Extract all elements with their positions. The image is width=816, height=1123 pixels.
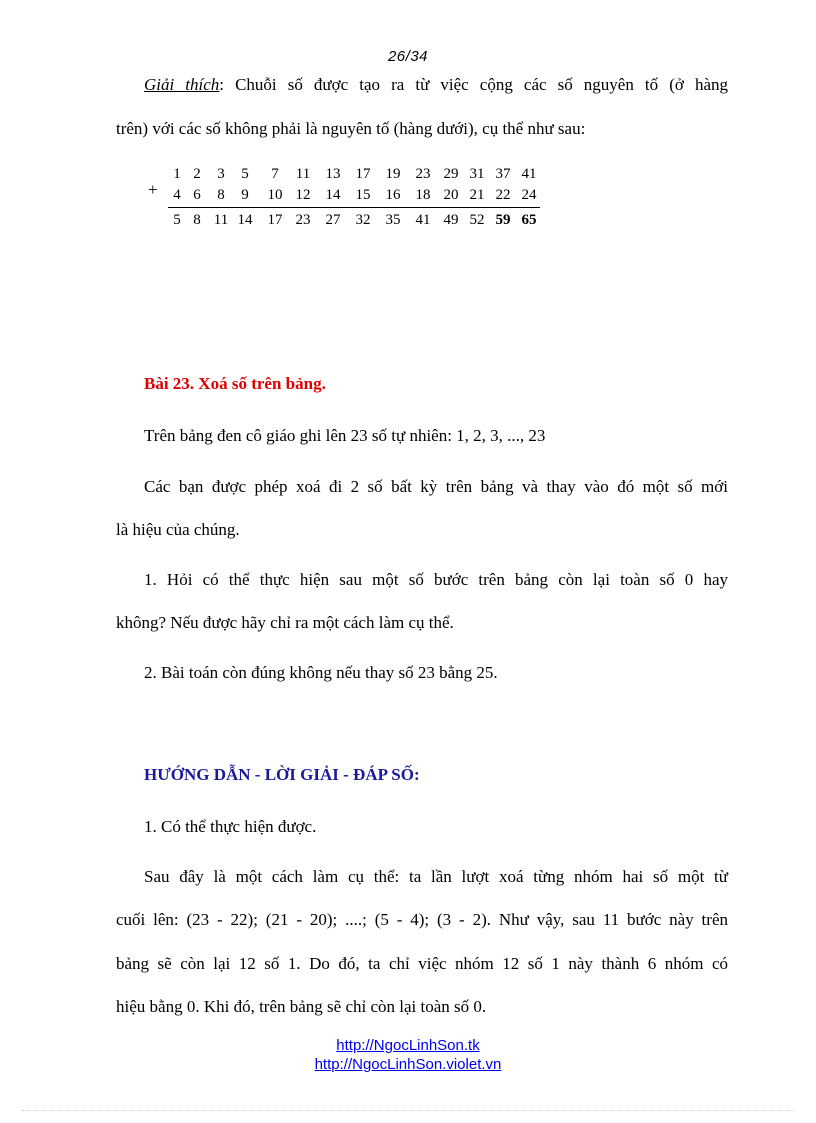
non-prime-cell: 4 — [173, 187, 181, 203]
prime-cell: 1 — [173, 166, 181, 182]
question-1-line-2: không? Nếu được hãy chỉ ra một cách làm cụ thể. — [116, 613, 454, 632]
solution-heading: HƯỚNG DẪN - LỜI GIẢI - ĐÁP SỐ: — [144, 765, 420, 784]
prime-cell: 37 — [495, 166, 511, 182]
sum-cell: 23 — [295, 212, 311, 228]
non-prime-cell: 18 — [415, 187, 431, 203]
sum-divider — [168, 207, 540, 208]
footer-divider — [22, 1110, 794, 1111]
sum-cell: 35 — [385, 212, 401, 228]
problem-paragraph-1: Trên bảng đen cô giáo ghi lên 23 số tự nhiên: 1, 2, 3, ..., 23 — [144, 426, 546, 445]
sum-cell: 49 — [443, 212, 459, 228]
sum-cell: 41 — [415, 212, 431, 228]
page-number: 26/34 — [387, 48, 429, 65]
non-prime-cell: 15 — [355, 187, 371, 203]
prime-cell: 19 — [385, 166, 401, 182]
footer-links — [0, 1036, 816, 1074]
prime-cell: 41 — [521, 166, 537, 182]
solution-paragraph-line-1: Sau đây là một cách làm cụ thể: ta lần lượt xoá từng nhóm hai số một từ — [144, 867, 728, 886]
explanation-text-1: : Chuỗi số được tạo ra từ việc cộng các số nguyên tố (ở hàng — [219, 75, 728, 94]
explanation-label: Giải thích — [144, 75, 220, 94]
sum-cell: 11 — [213, 212, 229, 228]
prime-cell: 5 — [241, 166, 249, 182]
footer-link-tk[interactable]: http://NgocLinhSon.tk — [336, 1037, 480, 1054]
sum-cell: 27 — [325, 212, 341, 228]
question-1-line-1: 1. Hỏi có thể thực hiện sau một số bước trên bảng còn lại toàn số 0 hay — [144, 570, 728, 589]
prime-cell: 31 — [469, 166, 485, 182]
problem-paragraph-2-line-1: Các bạn được phép xoá đi 2 số bất kỳ trên bảng và thay vào đó một số mới — [144, 477, 728, 496]
prime-cell: 11 — [295, 166, 311, 182]
non-prime-cell: 6 — [193, 187, 201, 203]
sum-cell: 59 — [495, 212, 511, 228]
prime-cell: 17 — [355, 166, 371, 182]
non-prime-cell: 20 — [443, 187, 459, 203]
solution-paragraph-line-4: hiệu bằng 0. Khi đó, trên bảng sẽ chỉ còn lại toàn số 0. — [116, 997, 487, 1016]
explanation-line-1 — [116, 75, 728, 95]
non-prime-cell: 9 — [241, 187, 249, 203]
non-prime-cell: 10 — [267, 187, 283, 203]
question-2: 2. Bài toán còn đúng không nếu thay số 23 bằng 25. — [144, 663, 498, 682]
sum-cell: 52 — [469, 212, 485, 228]
sum-cell: 65 — [521, 212, 537, 228]
footer-link-violet[interactable]: http://NgocLinhSon.violet.vn — [314, 1056, 502, 1073]
problem-title: Bài 23. Xoá số trên bảng. — [144, 374, 326, 393]
sum-cell: 17 — [267, 212, 283, 228]
explanation-line-2: trên) với các số không phải là nguyên tố (hàng dưới), cụ thể như sau: — [116, 119, 586, 138]
prime-cell: 3 — [217, 166, 225, 182]
non-prime-cell: 8 — [217, 187, 225, 203]
prime-cell: 13 — [325, 166, 341, 182]
prime-cell: 29 — [443, 166, 459, 182]
plus-operator: + — [148, 180, 158, 199]
sum-cell: 5 — [173, 212, 181, 228]
non-prime-cell: 12 — [295, 187, 311, 203]
solution-paragraph-line-3: bảng sẽ còn lại 12 số 1. Do đó, ta chỉ việc nhóm 12 số 1 này thành 6 nhóm có — [116, 954, 728, 973]
solution-step-1: 1. Có thể thực hiện được. — [144, 817, 317, 836]
non-prime-cell: 16 — [385, 187, 401, 203]
non-prime-cell: 22 — [495, 187, 511, 203]
prime-cell: 23 — [415, 166, 431, 182]
prime-cell: 2 — [193, 166, 201, 182]
sum-cell: 32 — [355, 212, 371, 228]
non-prime-cell: 14 — [325, 187, 341, 203]
non-prime-cell: 21 — [469, 187, 485, 203]
problem-paragraph-2-line-2: là hiệu của chúng. — [116, 520, 240, 539]
non-prime-cell: 24 — [521, 187, 537, 203]
sum-cell: 8 — [193, 212, 201, 228]
sum-cell: 14 — [237, 212, 253, 228]
prime-cell: 7 — [271, 166, 279, 182]
solution-paragraph-line-2: cuối lên: (23 - 22); (21 - 20); ....; (5 - 4); (3 - 2). Như vậy, sau 11 bước này trên — [116, 910, 728, 929]
